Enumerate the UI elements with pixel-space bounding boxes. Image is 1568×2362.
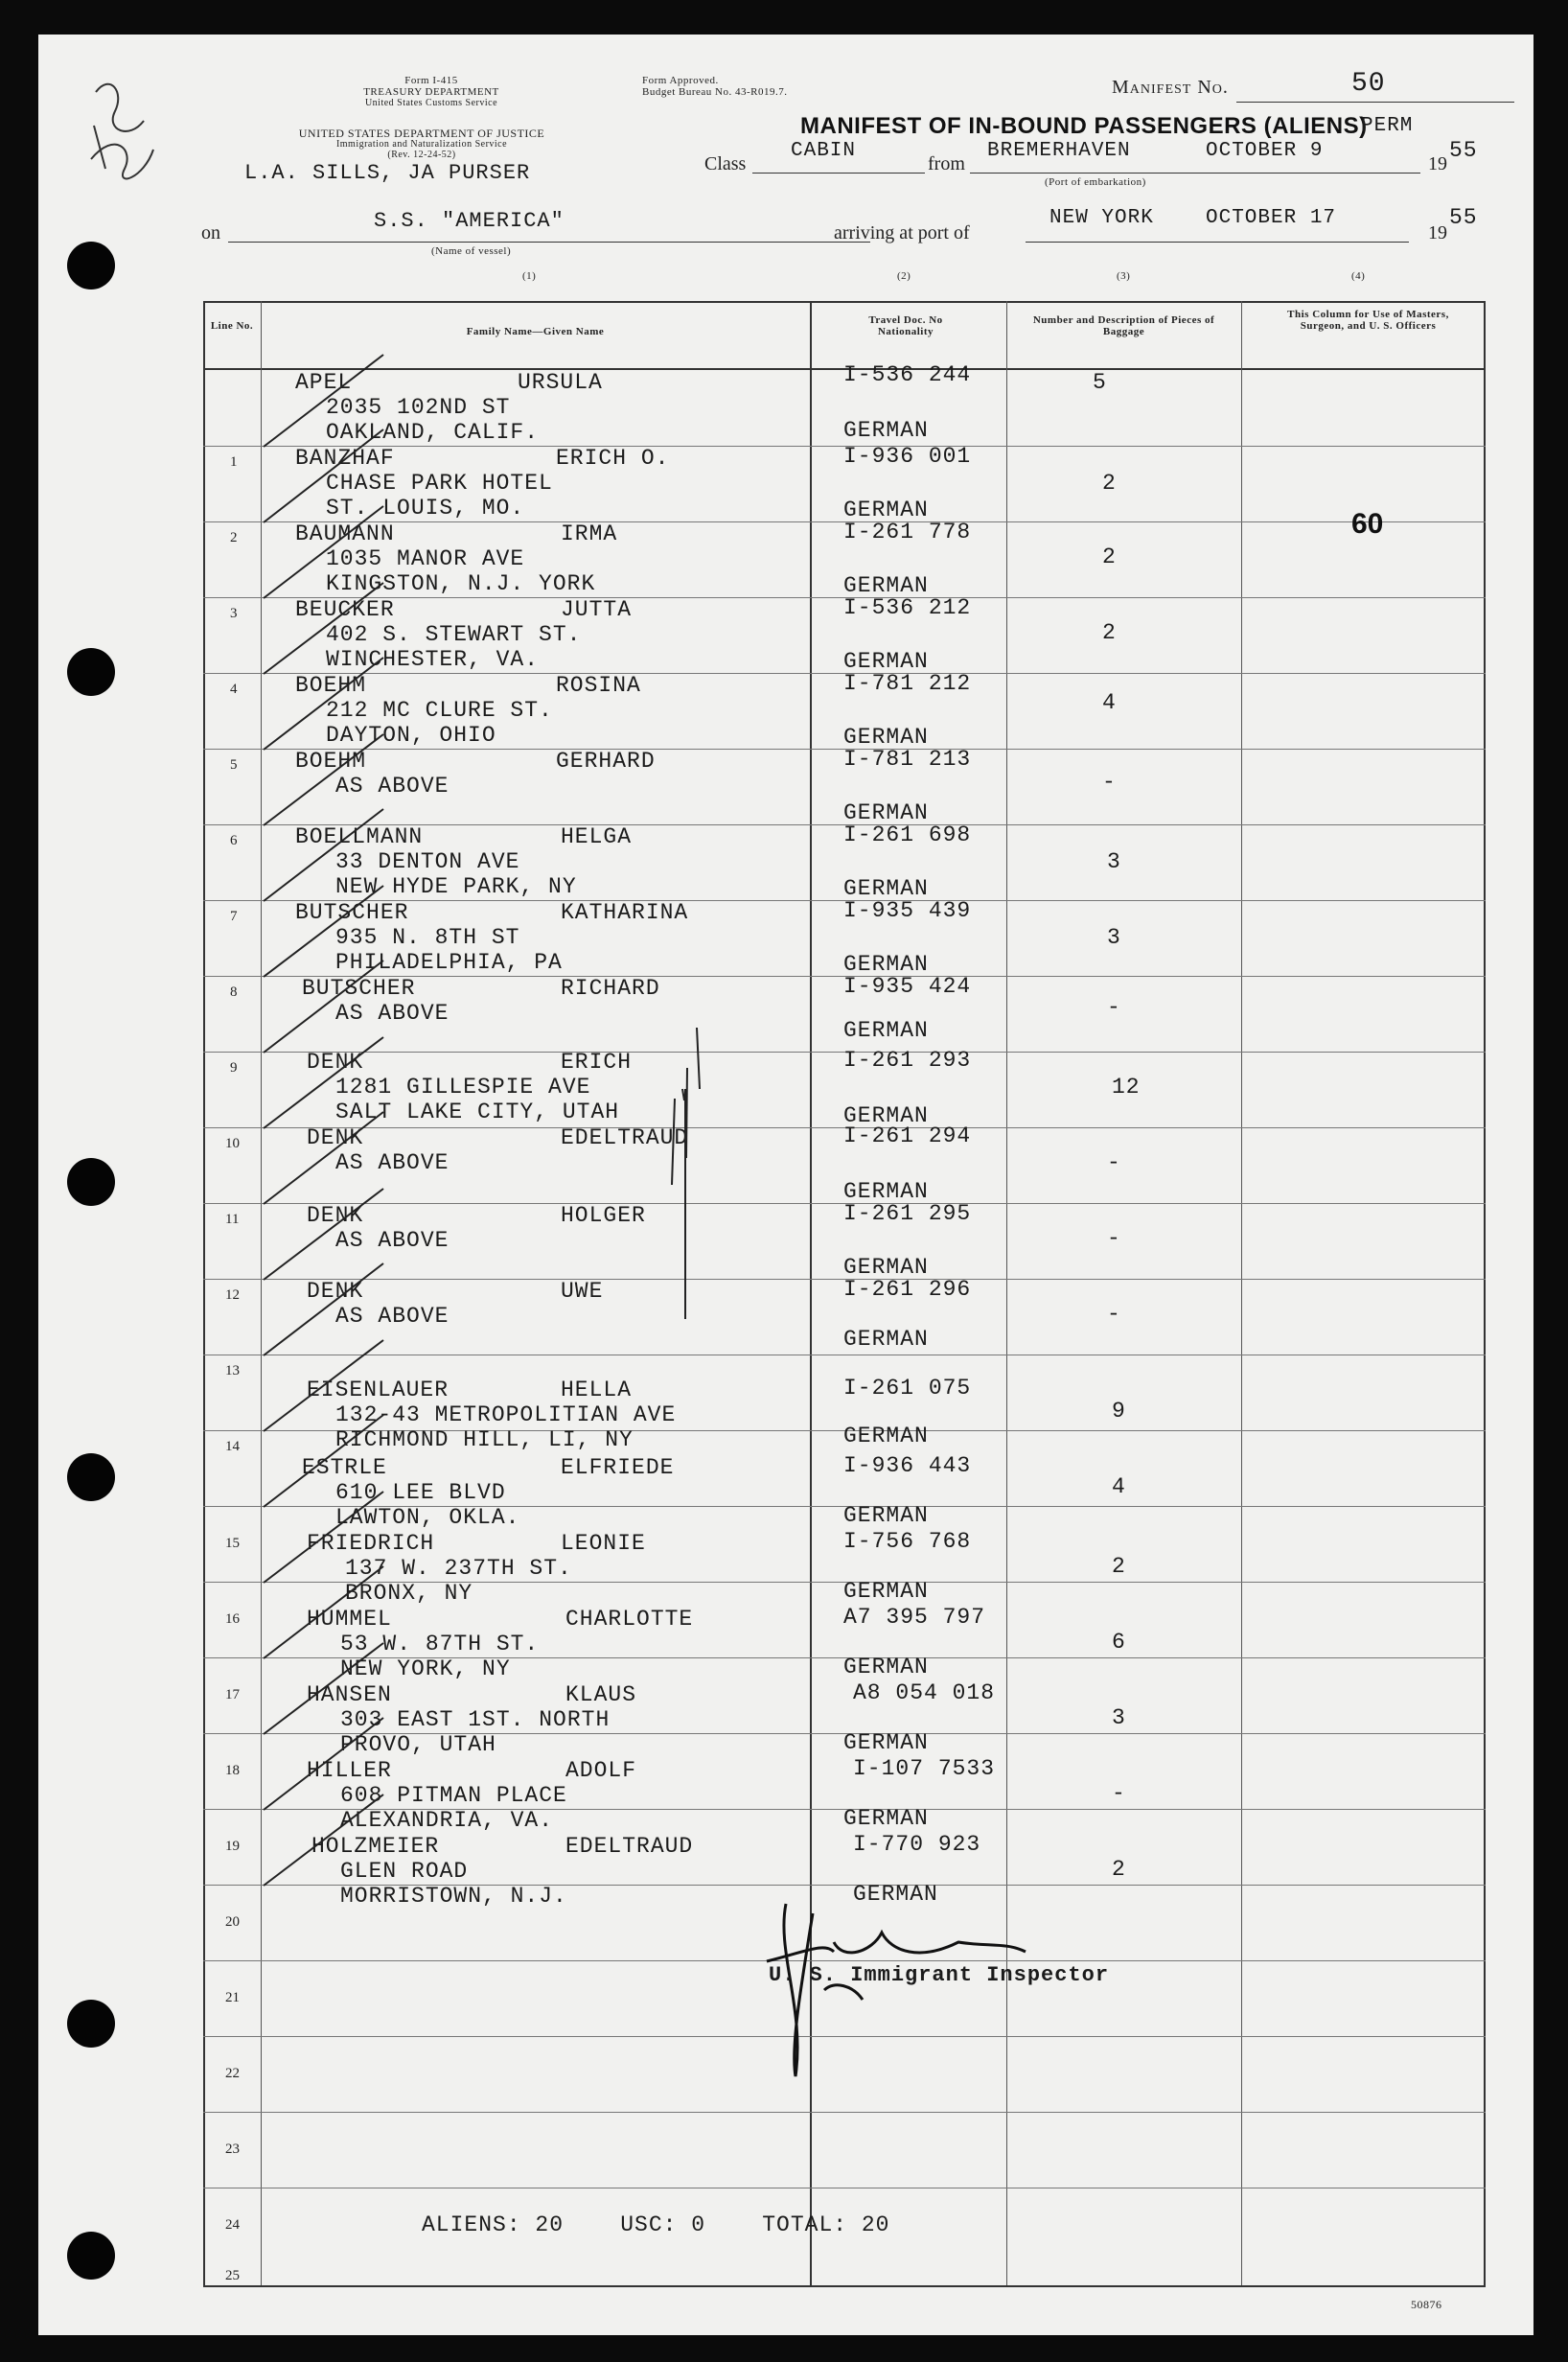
nationality: GERMAN (843, 725, 929, 750)
travel-doc-number: I-935 424 (843, 974, 972, 999)
family-name: DENK (307, 1050, 364, 1075)
address-line-1: 137 W. 237TH ST. (345, 1556, 572, 1581)
port-embark-caption: (Port of embarkation) (1045, 176, 1146, 188)
punch-hole (67, 2232, 115, 2280)
nationality: GERMAN (843, 1806, 929, 1831)
baggage-count: - (1107, 1302, 1121, 1327)
baggage-count: 12 (1112, 1075, 1141, 1100)
address-line-2: ALEXANDRIA, VA. (340, 1808, 554, 1833)
line-number: 4 (230, 682, 238, 697)
family-name: EISENLAUER (307, 1378, 450, 1402)
baggage-count: 3 (1107, 849, 1121, 874)
col4-number: (4) (1351, 270, 1366, 282)
family-name: BUTSCHER (302, 976, 416, 1001)
service: United States Customs Service (364, 98, 498, 108)
given-name: ELFRIEDE (561, 1455, 675, 1480)
line-number: 18 (225, 1763, 240, 1778)
family-name: BOEHM (295, 673, 367, 698)
travel-doc-number: I-261 293 (843, 1048, 972, 1073)
address-line-2: NEW YORK, NY (340, 1656, 511, 1681)
line-number: 9 (230, 1060, 238, 1076)
inspector-stamp: U. S. Immigrant Inspector (769, 1963, 1110, 1987)
col2-number: (2) (897, 270, 911, 282)
address-line-1: 303 EAST 1ST. NORTH (340, 1707, 611, 1732)
family-name: DENK (307, 1125, 364, 1150)
punch-hole (67, 242, 115, 289)
nationality: GERMAN (843, 573, 929, 598)
travel-doc-number: I-935 439 (843, 898, 972, 923)
travel-doc-number: I-261 075 (843, 1376, 972, 1401)
given-name: UWE (561, 1279, 604, 1304)
address-line-1: 2035 102ND ST (326, 395, 511, 420)
punch-hole (67, 2000, 115, 2048)
nationality: GERMAN (843, 498, 929, 522)
given-name: URSULA (518, 370, 603, 395)
manifest-number: 50 (1351, 69, 1386, 99)
travel-doc-number: A8 054 018 (853, 1680, 996, 1705)
given-name: ERICH O. (556, 446, 670, 471)
line-number: 10 (225, 1136, 240, 1151)
given-name: ERICH (561, 1050, 633, 1075)
baggage-count: 2 (1102, 544, 1117, 569)
travel-doc-number: I-261 778 (843, 520, 972, 544)
travel-doc-number: I-261 698 (843, 822, 972, 847)
nationality: GERMAN (843, 1655, 929, 1679)
vessel-caption: (Name of vessel) (431, 245, 512, 257)
line-number: 21 (225, 1990, 240, 2005)
family-name: DENK (307, 1279, 364, 1304)
nationality: GERMAN (843, 876, 929, 901)
given-name: LEONIE (561, 1531, 646, 1556)
line-number: 5 (230, 757, 238, 773)
address-line-1: 1281 GILLESPIE AVE (335, 1075, 591, 1100)
arriving-label: arriving at port of (834, 222, 970, 243)
given-name: RICHARD (561, 976, 660, 1001)
family-name: BOEHM (295, 749, 367, 774)
line-number: 8 (230, 984, 238, 1000)
perm-stamp: PERM (1361, 115, 1414, 137)
baggage-count: - (1107, 1226, 1121, 1251)
address-line-1: AS ABOVE (335, 1304, 450, 1329)
header-officers: This Column for Use of Masters, Surgeon, and U. S. Officers (1287, 309, 1449, 332)
punch-hole (67, 648, 115, 696)
address-line-1: 402 S. STEWART ST. (326, 622, 582, 647)
given-name: EDELTRAUD (565, 1834, 694, 1859)
line-number: 7 (230, 909, 238, 924)
nationality: GERMAN (843, 1255, 929, 1280)
family-name: BUTSCHER (295, 900, 409, 925)
travel-doc-number: I-936 443 (843, 1453, 972, 1478)
line-number: 16 (225, 1611, 240, 1627)
officer-mark: 60 (1351, 508, 1384, 540)
line-number: 14 (225, 1439, 240, 1454)
nationality: GERMAN (843, 1179, 929, 1204)
nationality: GERMAN (843, 1103, 929, 1128)
travel-doc-number: I-781 213 (843, 747, 972, 772)
travel-doc-number: I-936 001 (843, 444, 972, 469)
address-line-2: LAWTON, OKLA. (335, 1505, 520, 1530)
travel-doc-number: I-756 768 (843, 1529, 972, 1554)
address-line-2: PHILADELPHIA, PA (335, 950, 563, 975)
given-name: ADOLF (565, 1758, 637, 1783)
address-line-2: NEW HYDE PARK, NY (335, 874, 577, 899)
travel-doc-number: I-770 923 (853, 1832, 981, 1857)
line-number: 24 (225, 2217, 240, 2233)
form-approved: Form Approved. (642, 75, 719, 86)
given-name: HELGA (561, 824, 633, 849)
line-number: 15 (225, 1536, 240, 1551)
given-name: GERHARD (556, 749, 656, 774)
nationality: GERMAN (843, 800, 929, 825)
line-number: 2 (230, 530, 238, 545)
family-name: DENK (307, 1203, 364, 1228)
year-prefix-1: 19 (1428, 153, 1447, 174)
col1-number: (1) (522, 270, 537, 282)
family-name: HOLZMEIER (311, 1834, 440, 1859)
year-prefix-2: 19 (1428, 222, 1447, 243)
address-line-2: MORRISTOWN, N.J. (340, 1884, 567, 1909)
line-number: 19 (225, 1839, 240, 1854)
punch-hole (67, 1453, 115, 1501)
address-line-1: GLEN ROAD (340, 1859, 469, 1884)
vessel-name: S.S. "AMERICA" (374, 209, 565, 233)
baggage-count: - (1102, 770, 1117, 795)
baggage-count: 4 (1102, 690, 1117, 715)
col3-number: (3) (1117, 270, 1131, 282)
baggage-count: - (1107, 1150, 1121, 1175)
baggage-count: 2 (1112, 1554, 1126, 1579)
ins: Immigration and Naturalization Service (335, 139, 508, 150)
address-line-1: CHASE PARK HOTEL (326, 471, 553, 496)
address-line-1: 212 MC CLURE ST. (326, 698, 553, 723)
line-number: 6 (230, 833, 238, 848)
travel-doc-number: I-536 212 (843, 595, 972, 620)
header-name: Family Name—Given Name (466, 326, 605, 337)
class-label: Class (704, 153, 747, 174)
nationality: GERMAN (843, 1327, 929, 1352)
family-name: BANZHAF (295, 446, 395, 471)
footer-code: 50876 (1411, 2298, 1442, 2311)
address-line-1: AS ABOVE (335, 1228, 450, 1253)
address-line-2: PROVO, UTAH (340, 1732, 496, 1757)
form-number: Form I-415 (404, 75, 458, 86)
line-number: 3 (230, 606, 238, 621)
family-name: BEUCKER (295, 597, 395, 622)
header-line-no: Line No. (210, 320, 254, 332)
family-name: ESTRLE (302, 1455, 387, 1480)
address-line-2: KINGSTON, N.J. YORK (326, 571, 596, 596)
given-name: JUTTA (561, 597, 633, 622)
totals: ALIENS: 20 USC: 0 TOTAL: 20 (422, 2212, 890, 2237)
address-line-1: 610 LEE BLVD (335, 1480, 506, 1505)
given-name: HOLGER (561, 1203, 646, 1228)
embark-date: OCTOBER 9 (1206, 140, 1324, 162)
given-name: EDELTRAUD (561, 1125, 689, 1150)
baggage-count: 2 (1112, 1857, 1126, 1882)
travel-doc-number: I-107 7533 (853, 1756, 996, 1781)
travel-doc-number: I-536 244 (843, 362, 972, 387)
from-label: from (928, 153, 965, 174)
address-line-2: BRONX, NY (345, 1581, 473, 1606)
line-number: 13 (225, 1363, 240, 1378)
manifest-page (38, 35, 1533, 2335)
address-line-1: AS ABOVE (335, 1150, 450, 1175)
baggage-count: 3 (1107, 925, 1121, 950)
manifest-title: MANIFEST OF IN-BOUND PASSENGERS (ALIENS) (800, 113, 1368, 139)
address-line-2: SALT LAKE CITY, UTAH (335, 1100, 620, 1124)
nationality: GERMAN (843, 418, 929, 443)
nationality: GERMAN (843, 1503, 929, 1528)
header-baggage: Number and Description of Pieces of Baggage (1032, 314, 1215, 337)
line-number: 12 (225, 1287, 240, 1303)
year-arrival: 55 (1449, 205, 1478, 230)
line-number: 1 (230, 454, 238, 470)
baggage-count: 3 (1112, 1705, 1126, 1730)
address-line-1: 935 N. 8TH ST (335, 925, 520, 950)
line-number: 20 (225, 1914, 240, 1930)
baggage-count: 2 (1102, 620, 1117, 645)
address-line-2: ST. LOUIS, MO. (326, 496, 525, 521)
embark-port: BREMERHAVEN (987, 140, 1131, 162)
line-number: 22 (225, 2066, 240, 2081)
nationality: GERMAN (843, 1730, 929, 1755)
travel-doc-number: A7 395 797 (843, 1605, 986, 1630)
travel-doc-number: I-261 294 (843, 1123, 972, 1148)
pen-check-marks (38, 35, 1533, 2335)
baggage-count: 4 (1112, 1474, 1126, 1499)
manifest-label: Manifest No. (1112, 77, 1229, 98)
family-name: HILLER (307, 1758, 392, 1783)
line-number: 25 (225, 2268, 240, 2283)
given-name: KATHARINA (561, 900, 689, 925)
family-name: FRIEDRICH (307, 1531, 435, 1556)
line-number: 11 (225, 1212, 240, 1227)
class-value: CABIN (791, 140, 857, 162)
given-name: KLAUS (565, 1682, 637, 1707)
nationality: GERMAN (843, 952, 929, 977)
address-line-2: DAYTON, OHIO (326, 723, 496, 748)
revision: (Rev. 12-24-52) (387, 150, 456, 160)
travel-doc-number: I-261 296 (843, 1277, 972, 1302)
nationality: GERMAN (843, 649, 929, 674)
nationality: GERMAN (853, 1882, 938, 1907)
travel-doc-number: I-261 295 (843, 1201, 972, 1226)
line-number: 17 (225, 1687, 240, 1702)
baggage-count: 5 (1093, 370, 1107, 395)
family-name: HANSEN (307, 1682, 392, 1707)
arrival-date: OCTOBER 17 (1206, 207, 1337, 229)
family-name: BAUMANN (295, 521, 395, 546)
family-name: HUMMEL (307, 1607, 392, 1632)
punch-hole (67, 1158, 115, 1206)
family-name: BOELLMANN (295, 824, 424, 849)
baggage-count: - (1107, 995, 1121, 1020)
baggage-count: 9 (1112, 1399, 1126, 1424)
year-from: 55 (1449, 138, 1478, 163)
nationality: GERMAN (843, 1018, 929, 1043)
given-name: HELLA (561, 1378, 633, 1402)
address-line-1: 608 PITMAN PLACE (340, 1783, 567, 1808)
address-line-1: 1035 MANOR AVE (326, 546, 525, 571)
nationality: GERMAN (843, 1579, 929, 1604)
baggage-count: - (1112, 1781, 1126, 1806)
address-line-1: 33 DENTON AVE (335, 849, 520, 874)
justice-dept: UNITED STATES DEPARTMENT OF JUSTICE (298, 127, 545, 140)
address-line-1: AS ABOVE (335, 1001, 450, 1026)
line-number: 23 (225, 2142, 240, 2157)
given-name: IRMA (561, 521, 618, 546)
address-line-1: AS ABOVE (335, 774, 450, 799)
address-line-2: RICHMOND HILL, LI, NY (335, 1427, 634, 1452)
purser: L.A. SILLS, JA PURSER (244, 161, 531, 185)
baggage-count: 2 (1102, 471, 1117, 496)
travel-doc-number: I-781 212 (843, 671, 972, 696)
family-name: APEL (295, 370, 353, 395)
address-line-1: 132-43 METROPOLITIAN AVE (335, 1402, 677, 1427)
given-name: ROSINA (556, 673, 641, 698)
budget-bureau: Budget Bureau No. 43-R019.7. (642, 86, 788, 98)
address-line-2: WINCHESTER, VA. (326, 647, 540, 672)
nationality: GERMAN (843, 1424, 929, 1448)
address-line-1: 53 W. 87TH ST. (340, 1632, 540, 1656)
given-name: CHARLOTTE (565, 1607, 694, 1632)
header-travel-doc: Travel Doc. No Nationality (868, 314, 943, 337)
on-label: on (201, 222, 220, 243)
department: TREASURY DEPARTMENT (363, 86, 499, 98)
arrival-port: NEW YORK (1049, 207, 1154, 229)
address-line-2: OAKLAND, CALIF. (326, 420, 540, 445)
baggage-count: 6 (1112, 1630, 1126, 1655)
